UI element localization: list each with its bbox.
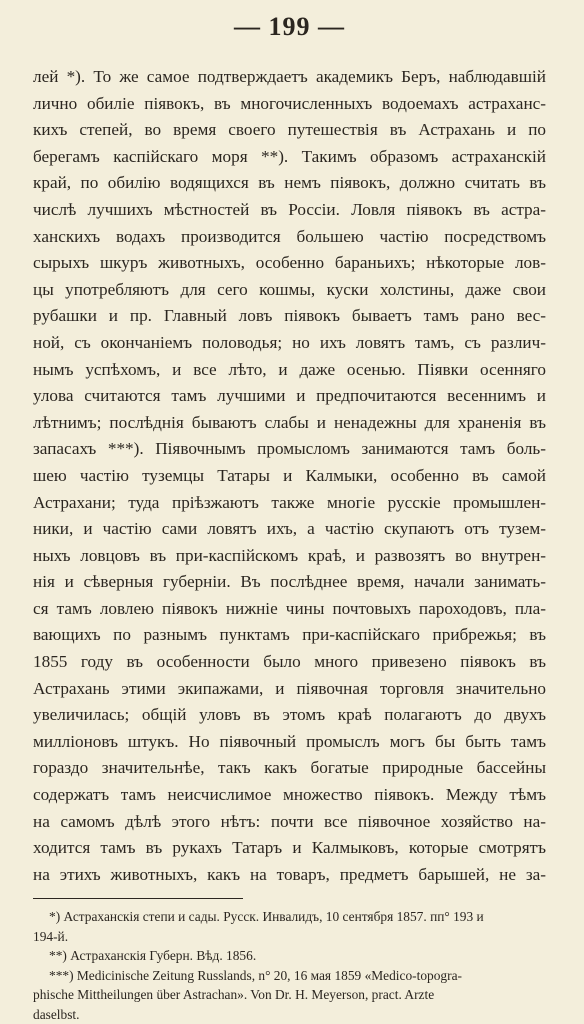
footnotes (33, 907, 546, 1024)
text-line: вающихъ по разнымъ пунктамъ при-каспійскаго прибрежья; въ (33, 625, 546, 645)
text-line: ходится тамъ въ рукахъ Татаръ и Калмыковъ, которые смотрятъ (33, 838, 546, 858)
text-line: милліоновъ штукъ. Но піявочный промыслъ могъ бы быть тамъ (33, 731, 546, 751)
text-line: 1855 году въ особенности было много привезено піявокъ въ (33, 652, 546, 672)
text-line: ся тамъ ловлею піявокъ нижніе чины почтовыхъ пароходовъ, пла- (33, 598, 546, 618)
text-line: ники, и частію сами ловятъ ихъ, а частію скупаютъ отъ тузем- (33, 519, 546, 539)
text-line: нымъ успѣхомъ, и все лѣто, и даже осенью. Піявки осенняго (33, 359, 546, 379)
text-line: содержатъ тамъ неисчислимое множество піявокъ. Между тѣмъ (33, 785, 546, 805)
text-line: шею частію туземцы Татары и Калмыки, особенно въ самой (33, 465, 546, 485)
text-line: нія и сѣверныя губерніи. Въ послѣднее время, начали занимать- (33, 572, 546, 592)
footnote-line: phische Mittheilungen über Astrachan». Von Dr. H. Meyerson, pract. Arzte (33, 987, 435, 1003)
text-line: цы употребляютъ для сего кошмы, куски холстины, даже свои (33, 279, 546, 299)
text-line: кихъ степей, во время своего путешествія въ Астрахань и по (33, 120, 546, 140)
text-line: ныхъ ловцовъ въ при-каспійскомъ краѣ, и развозятъ во внутрен- (33, 545, 546, 565)
footnote-line: ***) Medicinische Zeitung Russlands, n° 20, 16 мая 1859 «Medico-topogra- (49, 967, 462, 983)
page-number: — 199 — (234, 12, 345, 41)
text-line: ханскихъ водахъ производится большею частію посредствомъ (33, 226, 546, 246)
text-line: лично обиліе піявокъ, въ многочисленныхъ водоемахъ астраханс- (33, 93, 546, 113)
text-line: край, по обилію водящихся въ немъ піявокъ, должно считать въ (33, 173, 546, 193)
text-line: сырыхъ шкуръ животныхъ, особенно бараньихъ; нѣкоторые лов- (33, 253, 546, 273)
text-line: числѣ лучшихъ мѣстностей въ Россіи. Ловля піявокъ въ астра- (33, 199, 546, 219)
footnote-line: 194-й. (33, 928, 69, 944)
text-line: запасахъ ***). Піявочнымъ промысломъ занимаются тамъ боль- (33, 439, 546, 459)
footnote-line: *) Астраханскія степи и сады. Русск. Инвалидъ, 10 сентября 1857. пп° 193 и (49, 909, 484, 925)
text-line: ной, съ окончаніемъ половодья; но ихъ ловятъ тамъ, съ различ- (33, 332, 546, 352)
footnote-divider (33, 898, 243, 899)
text-line: Астрахани; туда пріѣзжаютъ также многіе русскіе промышлен- (33, 492, 546, 512)
text-line: гораздо значительнѣе, такъ какъ богатые природные бассейны (33, 758, 546, 778)
footnote-line: daselbst. (33, 1006, 80, 1022)
text-line: Астрахань этими экипажами, и піявочная торговля значительно (33, 678, 546, 698)
footnote-line: **) Астраханскія Губерн. Вѣд. 1856. (49, 948, 257, 964)
body-text (33, 64, 546, 888)
text-line: на самомъ дѣлѣ этого нѣтъ: почти все піявочное хозяйство на- (33, 811, 546, 831)
text-line: рубашки и пр. Главный ловъ піявокъ бываетъ тамъ рано вес- (33, 306, 546, 326)
text-line: берегамъ каспійскаго моря **). Такимъ образомъ астраханскій (33, 146, 546, 166)
text-line: лей *). То же самое подтверждаетъ академикъ Беръ, наблюдавшій (33, 67, 546, 86)
text-line: увеличилась; общій уловъ въ этомъ краѣ полагаютъ до двухъ (33, 705, 546, 725)
text-line: на этихъ животныхъ, какъ на товаръ, предметъ барышей, не за- (33, 864, 546, 884)
text-line: лѣтнимъ; послѣднія бываютъ слабы и ненадежны для храненія въ (33, 412, 546, 432)
text-line: улова считаются тамъ лучшими и предпочитаются весеннимъ и (33, 386, 546, 406)
